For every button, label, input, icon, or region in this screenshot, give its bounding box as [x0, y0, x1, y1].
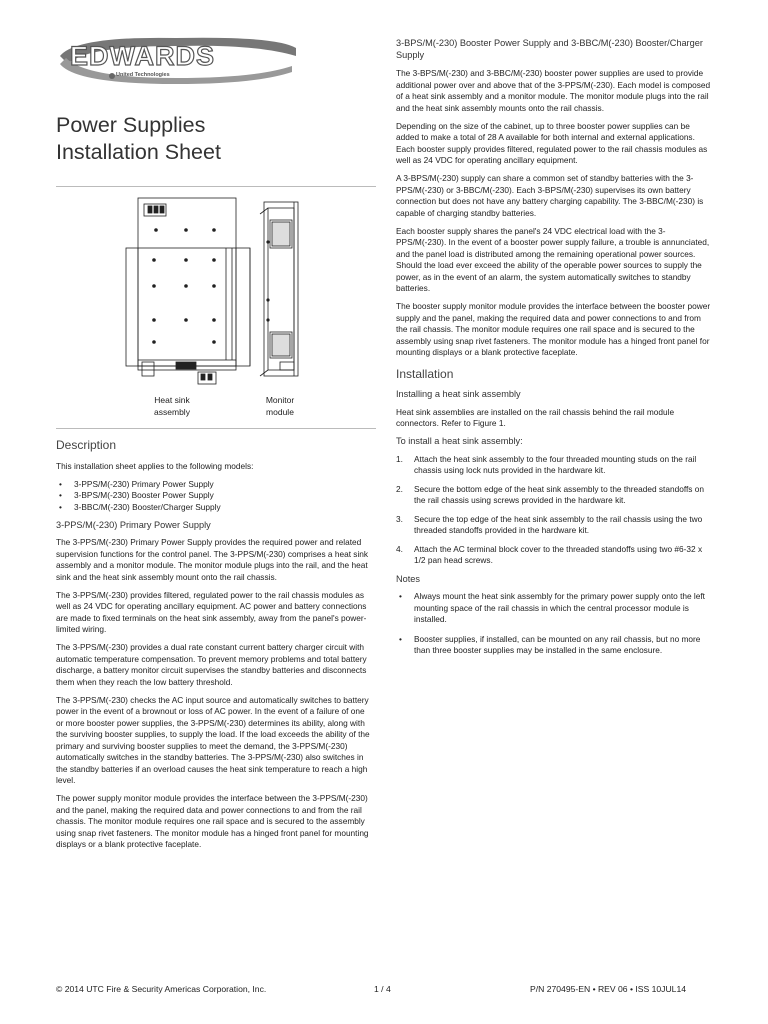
step-item: 4. Attach the AC terminal block cover to the threaded standoffs using two #6-32 x 1/2 pan head screws.	[396, 543, 703, 565]
list-item: • 3-BBC/M(-230) Booster/Charger Supply	[56, 502, 372, 514]
paragraph: The 3-PPS/M(-230) checks the AC input source and automatically switches to battery power in the event of a brownout or loss of AC power. In the event of a failure of one or more booster power supplies, the 3-PPS/M(-230) determines its ability, along with the surviving booster supplies, to supply the load. If the load exceeds the ability of the primary and surviving booster supplies to meet the demand, the 3-PPS/M(-230) automatically switches in the standby batteries. The 3-PPS/M(-230) also switches in the standby batteries if an overload causes the heat sink temperature to reach a high level.	[56, 694, 370, 785]
paragraph: The booster supply monitor module provides the interface between the booster power supply and the panel, making the required data and power connections to and from the rail chassis. The monitor module requires one rail space and is secured to the assembly using snap rivet fasteners. The monitor module has a hinged front panel for mounting displays or a blank protective faceplate.	[396, 301, 711, 357]
list-item: • 3-BPS/M(-230) Booster Power Supply	[56, 490, 372, 502]
notes-list	[396, 591, 714, 657]
step-item: 1. Attach the heat sink assembly to the four threaded mounting studs on the rail chassis using lock nuts provided in the hardware kit.	[396, 453, 697, 475]
install-subheading: Installing a heat sink assembly	[396, 389, 521, 399]
paragraph: The 3-PPS/M(-230) provides filtered, regulated power to the rail chassis modules as well as 24 VDC for operating ancillary equipment. AC power and battery connections are made to fixed terminals on the heat sink assembly, away from the panel's power-limited wiring.	[56, 589, 367, 634]
page-title	[56, 112, 221, 166]
description-heading: Description	[56, 438, 117, 452]
paragraph: The power supply monitor module provides the interface between the 3-PPS/M(-230) and the panel, making the required data and power connections to and from the rail chassis. The monitor module requires one rail space and is secured to the assembly using snap rivet fasteners. The monitor module has a hinged front panel for mounting displays or a blank protective faceplate.	[56, 793, 369, 849]
pps-heading: 3-PPS/M(-230) Primary Power Supply	[56, 519, 211, 530]
install-steps	[396, 454, 714, 567]
to-install-heading: To install a heat sink assembly:	[396, 436, 523, 446]
heat-sink-caption: Heat sink assembly	[154, 395, 190, 417]
note-item: • Always mount the heat sink assembly for the primary power supply onto the left mounting space of the rail chassis in which the central processor module is installed.	[396, 591, 714, 626]
edwards-logo	[56, 34, 300, 94]
left-column	[56, 440, 372, 857]
footer-copyright: © 2014 UTC Fire & Security Americas Corporation, Inc.	[56, 984, 267, 994]
right-column	[396, 38, 714, 665]
title-line-1: Power Supplies	[56, 113, 206, 137]
paragraph: The 3-PPS/M(-230) Primary Power Supply provides the required power and related supervision functions for the control panel. The 3-PPS/M(-230) comprises a heat sink assembly and a monitor module. The monitor module plugs into the rail, and the heat sink and the heat sink assembly mount onto the rail chassis.	[56, 537, 369, 582]
intro-text: This installation sheet applies to the following models:	[56, 460, 254, 471]
step-item: 3. Secure the top edge of the heat sink assembly to the rail chassis using the two threaded standoffs provided in the hardware kit.	[396, 513, 703, 535]
paragraph: Each booster supply shares the panel's 24 VDC electrical load with the 3-PPS/M(-230). In the event of a booster power supply failure, a trouble is annunciated, and the panel load is distributed among the remaining operational power sources. Should the load ever exceed the ability of the operable power sources to supply the power, as in the event of an alarm, the system automatically switches to standby batteries.	[396, 225, 710, 293]
paragraph: Depending on the size of the cabinet, up to three booster power supplies can be added to make a total of 28 A available for both internal and external applications. Each booster supply provides filtered, regulated power to the rail chassis modules as well as 24 VDC for operating ancillary equipment.	[396, 120, 708, 165]
installation-heading: Installation	[396, 366, 454, 381]
step-item: 2. Secure the bottom edge of the heat sink assembly to the threaded standoffs on the rail chassis using screws provided in the hardware kit.	[396, 483, 704, 505]
footer-page-number: 1 / 4	[374, 984, 391, 994]
notes-heading: Notes	[396, 573, 421, 584]
install-intro: Heat sink assemblies are installed on the rail chassis behind the rail module connectors. Refer to Figure 1.	[396, 406, 675, 428]
paragraph: The 3-BPS/M(-230) and 3-BBC/M(-230) booster power supplies are used to provide additional power over and above that of the 3-PPS/M(-230). Each model is composed of a heat sink assembly and a monitor module. The monitor module plugs into the rail and the heat sink assembly mounts onto the rail chassis.	[396, 68, 711, 113]
divider-top	[56, 186, 376, 187]
divider-figure	[56, 428, 376, 429]
monitor-module-caption: Monitor module	[265, 395, 295, 417]
booster-heading: 3-BPS/M(-230) Booster Power Supply and 3-BBC/M(-230) Booster/Charger Supply	[396, 38, 703, 60]
footer-part-number: P/N 270495-EN • REV 06 • ISS 10JUL14	[530, 984, 687, 994]
brand-sub: United Technologies	[116, 72, 170, 78]
note-item: • Booster supplies, if installed, can be mounted on any rail chassis, but no more than three booster supplies may be installed in the same enclosure.	[396, 634, 714, 657]
paragraph: A 3-BPS/M(-230) supply can share a common set of standby batteries with the 3-PPS/M(-230) or 3-BBC/M(-230). Each 3-BPS/M(-230) supervises its own battery connection but does not have any battery charging capability. The 3-BBC/M(-230) is capable of charging standby batteries.	[396, 173, 704, 218]
title-line-2: Installation Sheet	[56, 140, 221, 164]
brand-wordmark: EDWARDS	[70, 41, 216, 71]
figure-1	[56, 190, 376, 420]
model-list	[56, 479, 372, 514]
power-supply-drawing	[56, 190, 376, 390]
list-item: • 3-PPS/M(-230) Primary Power Supply	[56, 479, 372, 491]
paragraph: The 3-PPS/M(-230) provides a dual rate constant current battery charger circuit with automatic temperature compensation. To prevent memory problems and total battery discharge, a battery monitor circuit supervises the standby batteries and disconnects them when they reach the low battery threshold.	[56, 642, 367, 687]
